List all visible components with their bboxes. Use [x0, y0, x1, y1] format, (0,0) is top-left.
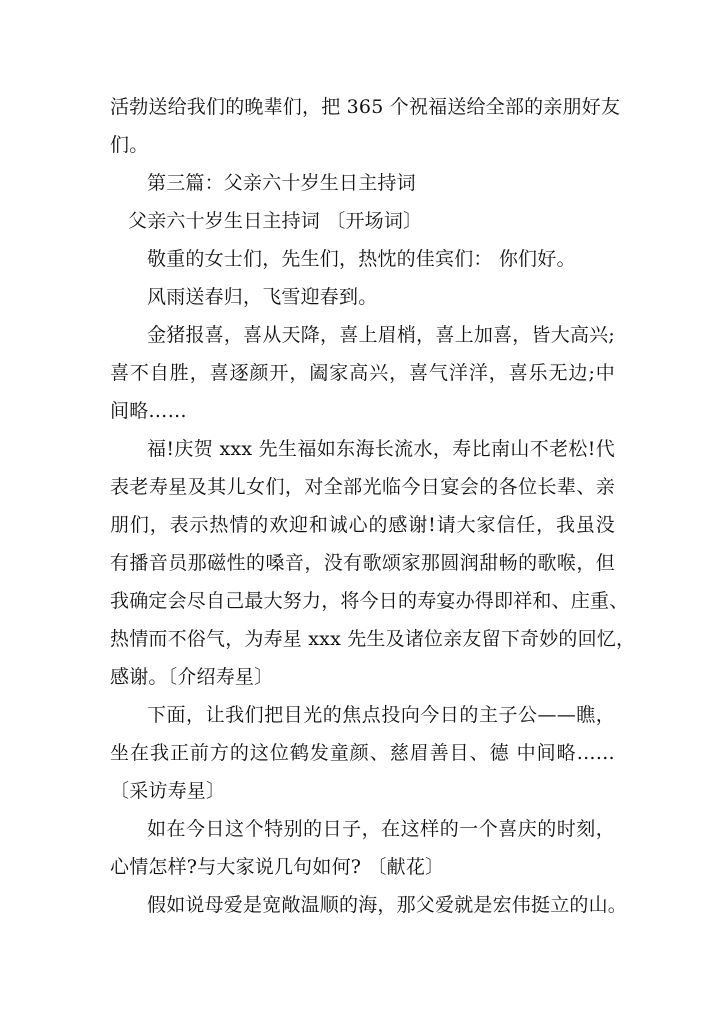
text-line: 我确定会尽自己最大努力，将今日的寿宴办得即祥和、庄重、: [110, 590, 629, 612]
text-line: 感谢。〔介绍寿星〕: [110, 666, 274, 688]
text-line: 金猪报喜，喜从天降，喜上眉梢，喜上加喜，皆大高兴;: [147, 324, 615, 346]
section-heading: 第三篇：父亲六十岁生日主持词: [147, 172, 416, 194]
text-line: 下面，让我们把目光的焦点投向今日的主子公——瞧，: [147, 704, 615, 726]
text-line: 福!庆贺 xxx 先生福如东海长流水，寿比南山不老松!代: [147, 438, 615, 460]
text-line: 们。: [110, 134, 149, 156]
text-line: 心情怎样?与大家说几句如何? 〔献花〕: [110, 856, 445, 878]
text-line: 风雨送春归，飞雪迎春到。: [147, 286, 378, 308]
text-line: 有播音员那磁性的嗓音，没有歌颂家那圆润甜畅的歌喉，但: [110, 552, 615, 574]
speech-title: 父亲六十岁生日主持词 〔开场词〕: [128, 210, 423, 232]
text-line: 朋们，表示热情的欢迎和诚心的感谢!请大家信任，我虽没: [110, 514, 615, 536]
text-line: 如在今日这个特别的日子，在这样的一个喜庆的时刻，: [147, 818, 615, 840]
text-line: 敬重的女士们，先生们，热忱的佳宾们： 你们好。: [147, 248, 576, 270]
text-line: 热情而不俗气，为寿星 xxx 先生及诸位亲友留下奇妙的回忆，: [110, 628, 636, 650]
text-line: 假如说母爱是宽敞温顺的海，那父爱就是宏伟挺立的山。: [147, 894, 628, 916]
text-line: 间略……: [110, 400, 187, 422]
text-line: 喜不自胜，喜逐颜开，阖家高兴，喜气洋洋，喜乐无边;中: [110, 362, 615, 384]
text-line: 表老寿星及其儿女们，对全部光临今日宴会的各位长辈、亲: [110, 476, 615, 498]
text-line: 活勃送给我们的晚辈们，把 365 个祝福送给全部的亲朋好友: [110, 96, 621, 118]
text-line: 坐在我正前方的这位鹤发童颜、慈眉善目、德 中间略……: [110, 742, 615, 764]
text-line: 〔采访寿星〕: [110, 780, 226, 802]
